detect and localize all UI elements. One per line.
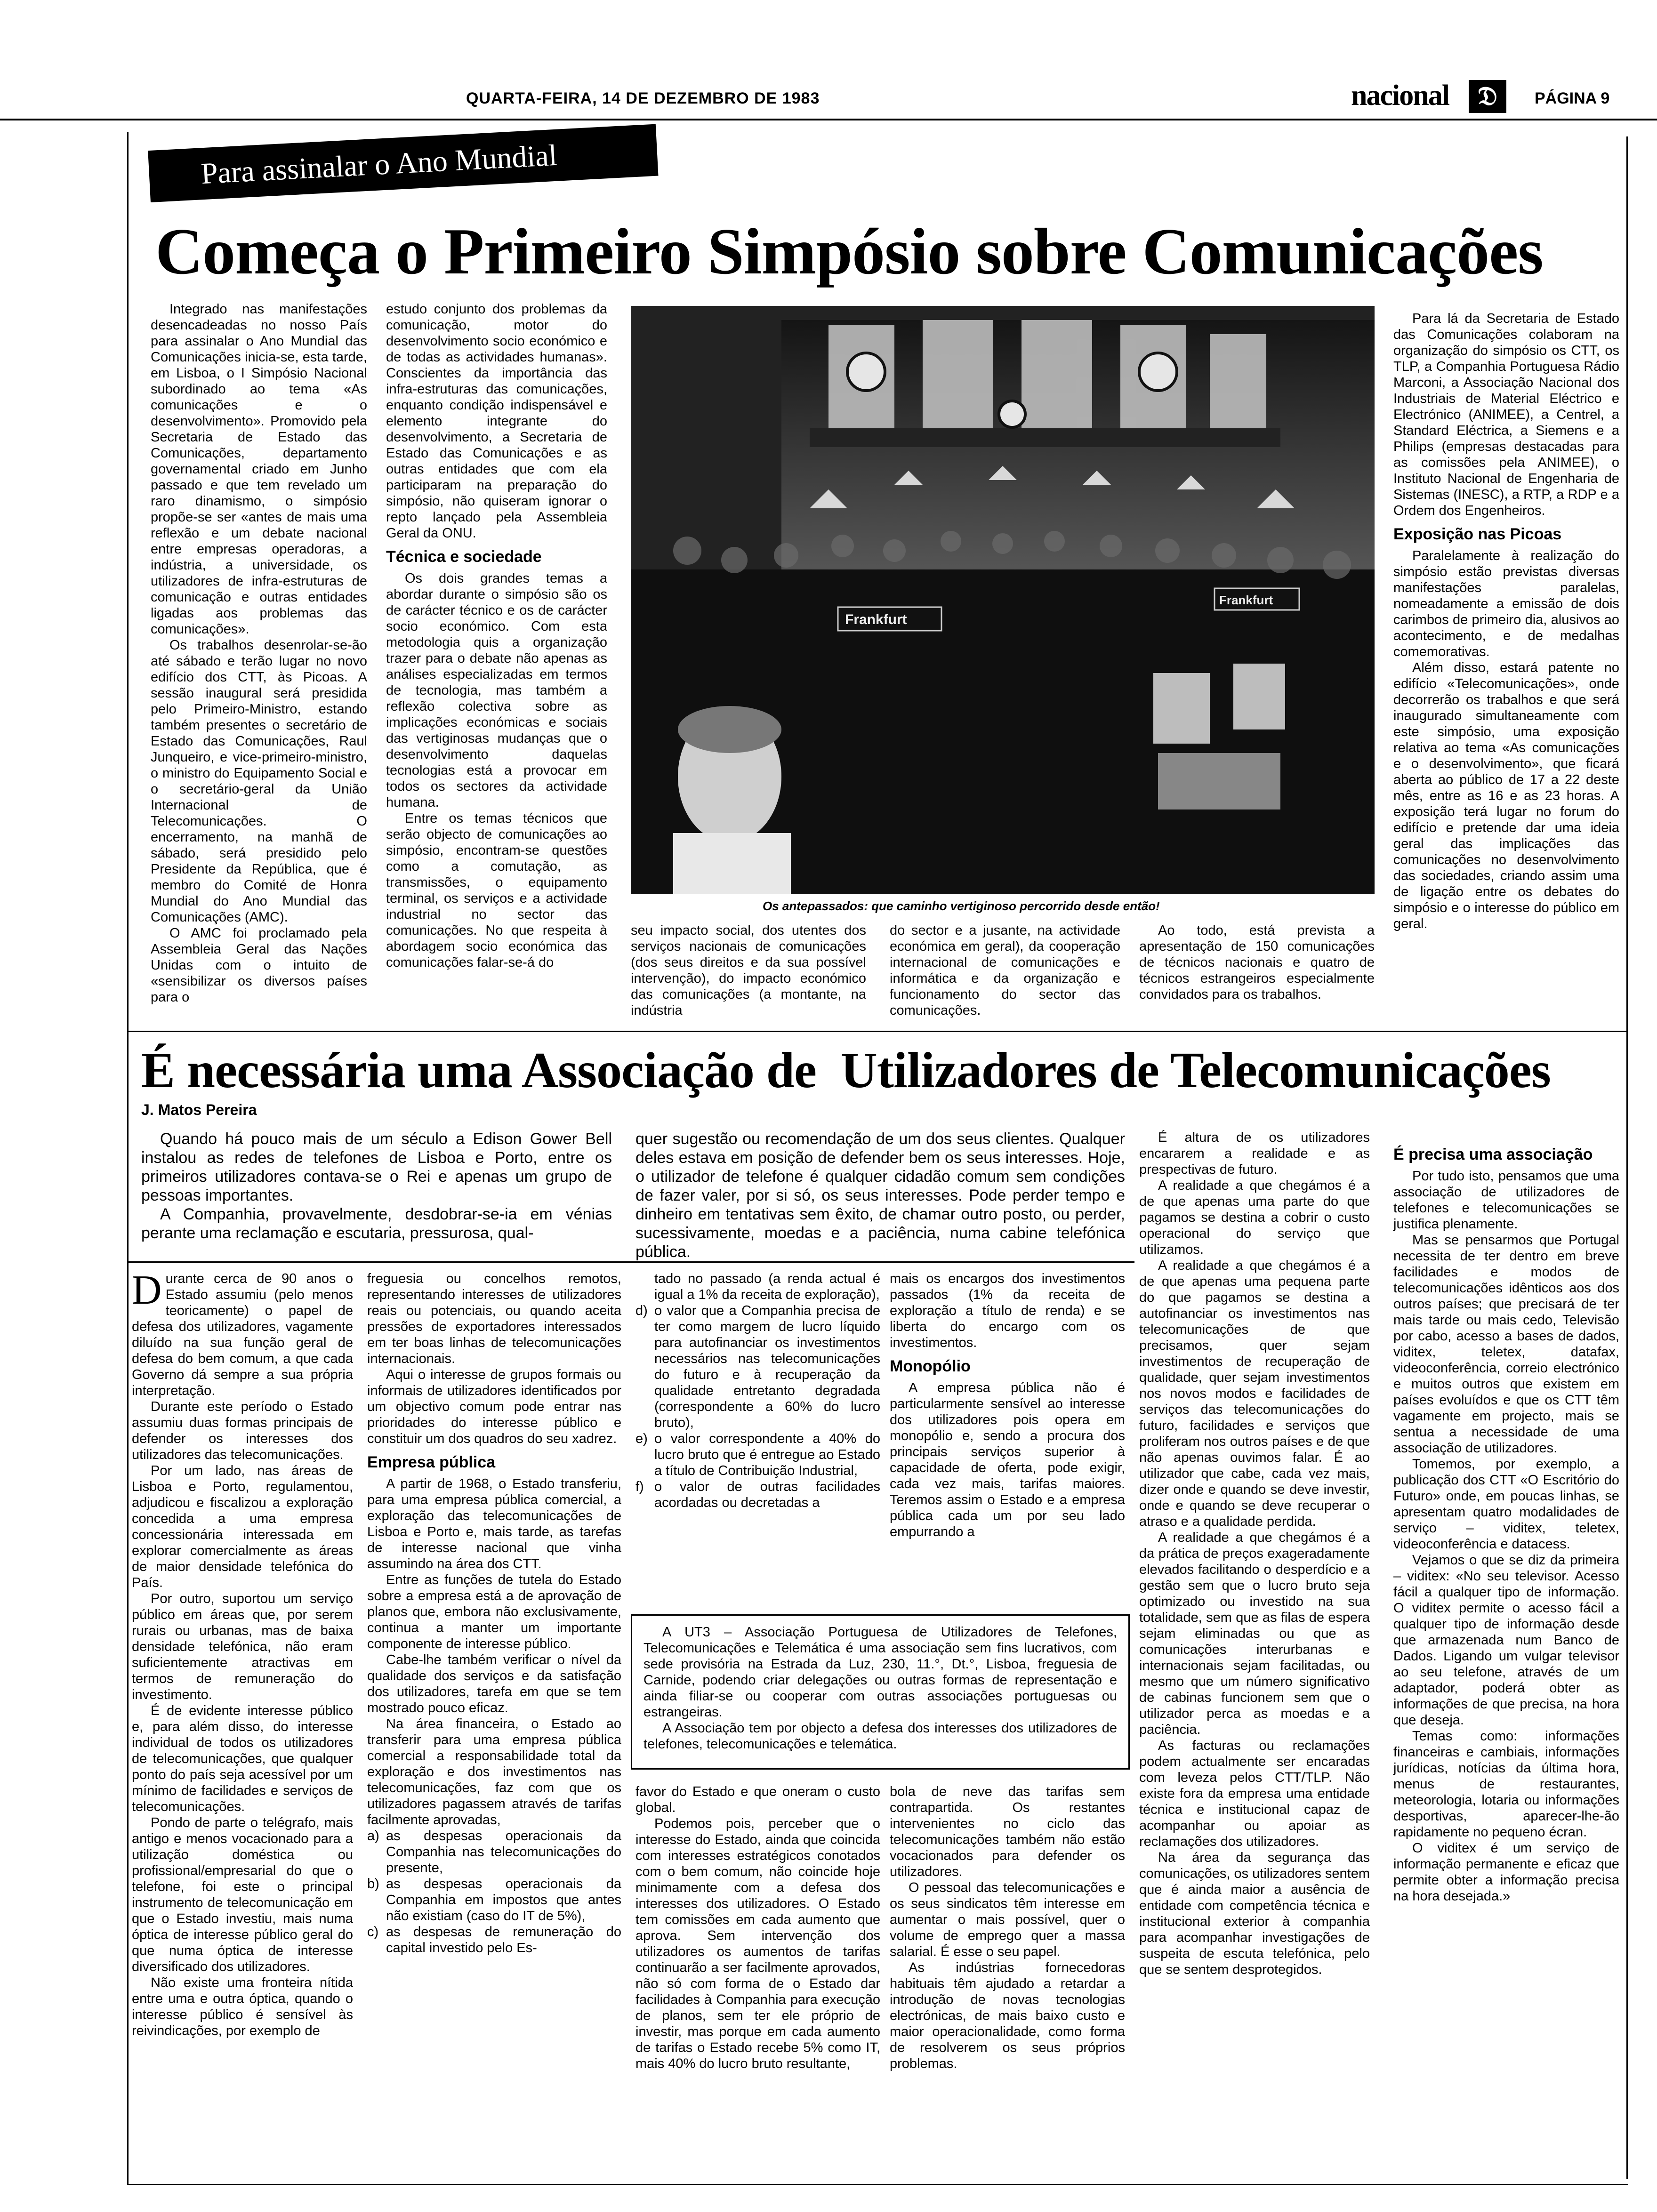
article-1-headline: Começa o Primeiro Simpósio sobre Comunicações	[155, 215, 1543, 288]
header-date: QUARTA-FEIRA, 14 DE DEZEMBRO DE 1983	[466, 89, 820, 107]
kicker-text: Para assinalar o Ano Mundial	[200, 138, 558, 191]
below-photo-column-1	[631, 922, 866, 1018]
article-1-column-1	[151, 301, 367, 1005]
photo-caption: Os antepassados: que caminho vertiginoso percorrido desde então!	[763, 899, 1160, 913]
paragraph: A partir de 1968, o Estado transferiu, para uma empresa pública comercial, a exploração das telecomunicações de Lisboa e Porto e, mais tarde, as tarefas de interesse nacional que vinha assumindo na área dos CTT.	[367, 1476, 621, 1571]
paragraph: A empresa pública não é particularmente sensível ao interesse dos utilizadores pois opera em monopólio e, sendo a procura dos principais serviços superior à capacidade de oferta, pode exigir, cada vez mais, tarifas maiores. Teremos assim o Estado e a empresa pública cada um por seu lado empurrando a	[890, 1380, 1125, 1539]
article-2-column-c-top	[635, 1271, 880, 1511]
kicker-banner	[148, 124, 658, 202]
paragraph: Os dois grandes temas a abordar durante o simpósio são os de carácter técnico e os de carácter socio económico. Com esta metodologia quis a organização trazer para o debate não apenas as análises especializadas em termos de tecnologia, mas também a reflexão colectiva sobre as implicações económicas e sociais das vertiginosas mudanças que o desenvolvimento daquelas tecnologias está a provocar em todos os sectores da actividade humana.	[386, 571, 607, 810]
paragraph: É altura de os utilizadores encararem a realidade e as prespectivas de futuro.	[1139, 1130, 1370, 1177]
subhead-empresa: Empresa pública	[367, 1453, 496, 1471]
paragraph: A UT3 – Associação Portuguesa de Utilizadores de Telefones, Telecomunicações e Telemática é uma associação sem fins lucrativos, com sede provisória na Estrada da Luz, 230, 11.°, Dt.°, Lisboa, freguesia de Carnide, podendo criar delegações ou outras formas de representação e ainda filiar-se ou cooperar com outras associações portuguesas ou estrangeiras.	[643, 1625, 1117, 1720]
list-item: f) o valor de outras facilidades acordadas ou decretadas a	[635, 1479, 880, 1510]
paragraph: Na área da segurança das comunicações, os utilizadores sentem que é ainda maior a ausência de entidade com competência técnica e institucional exterior à companhia para acompanhar investigações de suspeita de escuta telefónica, pelo que se sentem desprotegidos.	[1139, 1850, 1370, 1977]
paragraph: Pondo de parte o telégrafo, mais antigo e menos vocacionado para a utilização doméstica ou profissional/empresarial do que o telefone, foi este o principal instrumento de telecomunicação em que o Estado investiu, mais numa óptica de interesse público geral do que numa óptica de interesse diversificado dos utilizadores.	[132, 1815, 353, 1974]
paragraph: Para lá da Secretaria de Estado das Comunicações colaboram na organização do simpósio os CTT, os TLP, a Companhia Portuguesa Rádio Marconi, a Associação Nacional dos Industriais de Material Eléctrico e Electrónico (ANIMEE), a Centrel, a Standard Eléctrica, a Siemens e a Philips (empresas destacadas para as comissões pela ANIMEE), o Instituto Nacional de Engenharia de Sistemas (INESC), a RTP, a RDP e a Ordem dos Engenheiros.	[1393, 311, 1619, 518]
photo-sign-frankfurt: Frankfurt	[845, 612, 907, 627]
paragraph: Entre as funções de tutela do Estado sobre a empresa está a de aprovação de planos que, embora não exclusivamente, continua a manter um importante componente de interesse público.	[367, 1572, 621, 1651]
newspaper-logo-icon: 𝔇	[1469, 80, 1506, 113]
paragraph: Tomemos, por exemplo, a publicação dos CTT «O Escritório do Futuro» onde, em poucas linhas, se apresentam quatro modalidades de serviço – viditex, teletex, videoconferência e datacess.	[1393, 1457, 1619, 1552]
list-item: b) as despesas operacionais da Companhia em impostos que antes não existiam (caso do IT de 5%),	[367, 1876, 621, 1923]
paragraph: As indústrias fornecedoras habituais têm ajudado a retardar a introdução de novas tecnologias electrónicas, de mais baixo custo e maior operacionalidade, como forma de resolverem os seus próprios problemas.	[890, 1960, 1125, 2071]
paragraph: freguesia ou concelhos remotos, representando interesses de utilizadores reais ou potenciais, ou quando aceita pressões de exportadores interessados em ter boas linhas de telecomunicações internacionais.	[367, 1271, 621, 1366]
paragraph: O viditex é um serviço de informação permanente e eficaz que permite obter a informação precisa na hora desejada.»	[1393, 1841, 1619, 1904]
paragraph: A realidade a que chegámos é a de que apenas uma parte do que pagamos se destina a cobrir o custo operacional do serviço que utilizamos.	[1139, 1178, 1370, 1257]
below-photo-column-2	[890, 922, 1120, 1018]
list-c	[635, 1303, 880, 1511]
intro-rule	[127, 1261, 1134, 1263]
byline: J. Matos Pereira	[141, 1101, 257, 1118]
article-1-photo	[631, 306, 1375, 894]
paragraph: A Companhia, provavelmente, desdobrar-se-ia em vénias perante uma reclamação e escutaria, pressurosa, qual-	[141, 1205, 612, 1242]
list-b	[367, 1828, 621, 1956]
paragraph: Ao todo, está prevista a apresentação de 150 comunicações de técnicos nacionais e quatro de técnicos estrangeiros especialmente convidados para os trabalhos.	[1139, 923, 1375, 1002]
subhead-tecnica: Técnica e sociedade	[386, 548, 542, 566]
paragraph: Vejamos o que se diz da primeira – viditex: «No seu televisor. Acesso fácil a qualquer tipo de informação. O viditex permite o acesso fácil a qualquer tipo de informação desde que armazenada num Banco de Dados. Ligando um vulgar televisor ao seu telefone, através de um adaptador, poderá obter as informações de que precisa, na hora que deseja.	[1393, 1553, 1619, 1728]
article-2	[0, 1031, 1657, 2212]
paragraph: Temas como: informações financeiras e cambiais, informações jurídicas, notícias da última hora, menus de restaurantes, meteorologia, lotaria ou informações desportivas, aparecer-lhe-ão rapidamente no pequeno écran.	[1393, 1729, 1619, 1840]
paragraph: Podemos pois, perceber que o interesse do Estado, ainda que coincida com interesses estratégicos conotados com o bem comum, não coincide hoje minimamente com a defesa dos interesses dos utilizadores. O Estado tem comissões em cada aumento que aprova. Sem intervenção dos utilizadores os aumentos de tarifas continuarão a ser facilmente aprovados, não só com forma de o Estado dar facilidades à Companhia para execução de planos, sem ter ele próprio de investir, mas porque em cada aumento de tarifas o Estado recebe 5% como IT, mais 40% do lucro bruto resultante,	[635, 1816, 880, 2071]
article-2-column-e	[1139, 1130, 1370, 1978]
article-2-column-b	[367, 1271, 621, 1956]
paragraph: Cabe-lhe também verificar o nível da qualidade dos serviços e da satisfação dos utilizadores, tarefa em que se tem mostrado pouco eficaz.	[367, 1652, 621, 1715]
intro-left	[141, 1130, 612, 1242]
list-item: d) o valor que a Companhia precisa de ter como margem de lucro líquido para autofinanciar os investimentos necessários nas telecomunicações do futuro e à recuperação da qualidade entretanto degradada (correspondente a 60% do lucro bruto),	[635, 1303, 880, 1430]
paragraph: Na área financeira, o Estado ao transferir para uma empresa pública comercial a responsabilidade total da exploração e dos investimentos nas telecomunicações, faz com que os utilizadores pagassem através de tarifas facilmente aprovadas,	[367, 1716, 621, 1827]
article-2-headline: É necessária uma Associação de Utilizadores de Telecomunicações	[141, 1042, 1551, 1098]
paragraph-with-dropcap: Durante cerca de 90 anos o Estado assumiu (pelo menos teoricamente) o papel de defesa dos utilizadores, vagamente diluído na sua função geral de defesa do bem comum, a que cada Governo dá sempre a sua própria interpretação.	[132, 1267, 353, 1398]
header-section: nacional	[1351, 80, 1449, 112]
article-2-column-d-bottom	[890, 1784, 1125, 2072]
paragraph: seu impacto social, dos utentes dos serviços nacionais de comunicações (dos seus direitos e da sua possível intervenção), do impacto económico das comunicações (a montante, na indústria	[631, 923, 866, 1018]
list-item: c) as despesas de remuneração do capital investido pelo Es-	[367, 1924, 621, 1956]
paragraph: bola de neve das tarifas sem contrapartida. Os restantes intervenientes no ciclo das telecomunicações também não estão vocacionados para defender os utilizadores.	[890, 1784, 1125, 1879]
subhead-precisa: É precisa uma associação	[1393, 1146, 1593, 1163]
paragraph: A realidade a que chegámos é a da prática de preços exageradamente elevados facilitando o desperdício e a gestão sem que o lucro bruto seja optimizado ou investido na sua totalidade, sem que as filas de espera sejam eliminadas ou que as comunicações interurbanas e internacionais sejam facilitadas, ou mesmo que um número significativo de cabinas funcionem sem que o utilizador perca as moedas e a paciência.	[1139, 1530, 1370, 1737]
paragraph: O pessoal das telecomunicações e os seus sindicatos têm interesse em aumentar o mais possível, quer o volume de emprego quer a massa salarial. É esse o seu papel.	[890, 1880, 1125, 1959]
below-photo-column-3	[1139, 922, 1375, 1002]
paragraph: Os trabalhos desenrolar-se-ão até sábado e terão lugar no novo edifício dos CTT, às Picoas. A sessão inaugural será presidida pelo Primeiro-Ministro, estando também presentes o secretário de Estado das Comunicações, Raul Junqueiro, e vice-primeiro-ministro, o ministro do Equipamento Social e o secretário-geral da União Internacional de Telecomunicações. O encerramento, na manhã de sábado, será presidido pelo Presidente da República, que é membro do Comité de Honra Mundial do Ano Mundial das Comunicações (AMC).	[151, 638, 367, 925]
article-1-column-2	[386, 301, 607, 970]
paragraph: Integrado nas manifestações desencadeadas no nosso País para assinalar o Ano Mundial das Comunicações inicia-se, esta tarde, em Lisboa, o I Simpósio Nacional subordinado ao tema «As comunicações e o desenvolvimento». Promovido pela Secretaria de Estado das Comunicações, departamento governamental criado em Junho passado e que tem revelado um raro dinamismo, o simpósio propõe-se ser «antes de mais uma reflexão e um debate nacional entre empresas operadoras, a indústria, a universidade, os utilizadores de infra-estruturas de comunicação e outras entidades ligadas aos problemas das comunicações».	[151, 302, 367, 637]
photo-sign-frankfurt-2: Frankfurt	[1219, 593, 1273, 607]
article-2-column-a	[132, 1267, 353, 2039]
article-1	[0, 0, 1657, 1045]
paragraph: As facturas ou reclamações podem actualmente ser encaradas com leveza pelos CTT/TLP. Não existe fora da empresa uma entidade técnica e institucional capaz de acompanhar ou apoiar as reclamações dos utilizadores.	[1139, 1738, 1370, 1849]
paragraph: tado no passado (a renda actual é igual a 1% da receita de exploração),	[654, 1271, 880, 1302]
paragraph: Paralelamente à realização do simpósio estão previstas diversas manifestações paralelas, nomeadamente a emissão de dois carimbos de primeiro dia, alusivos ao acontecimento, e de medalhas comemorativas.	[1393, 548, 1619, 659]
paragraph: do sector e a jusante, na actividade económica em geral), da cooperação internacional de comunicações e informática e da organização e funcionamento do sector das comunicações.	[890, 923, 1120, 1018]
paragraph: O AMC foi proclamado pela Assembleia Geral das Nações Unidas com o intuito de «sensibilizar os diversos países para o	[151, 926, 367, 1005]
article-1-column-5	[1393, 311, 1619, 932]
list-item: a) as despesas operacionais da Companhia nas telecomunicações do presente,	[367, 1828, 621, 1875]
paragraph: Não existe uma fronteira nítida entre uma e outra óptica, quando o interesse público é sensível às reivindicações, por exemplo de	[132, 1975, 353, 2038]
article-2-column-f	[1393, 1130, 1619, 1904]
paragraph: Quando há pouco mais de um século a Edison Gower Bell instalou as redes de telefones de Lisboa e Porto, entre os primeiros utilizadores contava-se o Rei e apenas um grupo de pessoas importantes.	[141, 1130, 612, 1204]
paragraph: A Associação tem por objecto a defesa dos interesses dos utilizadores de telefones, telecomunicações e telemática.	[643, 1721, 1117, 1752]
article-2-column-d-top	[890, 1271, 1125, 1540]
paragraph: É de evidente interesse público e, para além disso, do interesse individual de todos os utilizadores de telecomunicações, que qualquer ponto do país seja acessível por um mínimo de facilidades e serviços de telecomunicações.	[132, 1703, 353, 1814]
paragraph: favor do Estado e que oneram o custo global.	[635, 1784, 880, 1815]
intro-right	[635, 1130, 1125, 1261]
paragraph: Por tudo isto, pensamos que uma associação de utilizadores de telefones e telecomunicações se justifica plenamente.	[1393, 1169, 1619, 1232]
subhead-monopolio: Monopólio	[890, 1357, 971, 1375]
article-2-column-c-bottom	[635, 1784, 880, 2072]
paragraph: Além disso, estará patente no edifício «Telecomunicações», onde decorrerão os trabalhos e que será inaugurado simultaneamente com este simpósio, uma exposição relativa ao tema «As comunicações e o desenvolvimento», que ficará aberta ao público de 17 a 22 deste mês, entre as 16 e as 23 horas. A exposição terá lugar no forum do edifício e pretende dar uma ideia geral das implicações das comunicações no desenvolvimento das sociedades, criando assim uma de ligação entre os debates do simpósio e o interesse do público em geral.	[1393, 660, 1619, 931]
paragraph: Entre os temas técnicos que serão objecto de comunicações ao simpósio, encontram-se questões como a comutação, as transmissões, o equipamento terminal, os serviços e a actividade industrial no sector das comunicações. No que respeita à abordagem socio económica das comunicações falar-se-á do	[386, 811, 607, 970]
dropcap: D	[132, 1267, 162, 1313]
ut3-info-box	[631, 1614, 1130, 1770]
paragraph: Mas se pensarmos que Portugal necessita de ter dentro em breve facilidades e modos de telecomunicações idênticos aos dos outros países; que precisará de ter mais tarde ou mais cedo, Televisão por cabo, acesso a bases de dados, viditex, teletex, datafax, videoconferência, correio electrónico e muitos outros que existem em países evoluídos e que os CTT têm vagamente em projecto, mais se sentua a necessidade de uma associação de utilizadores.	[1393, 1233, 1619, 1456]
header-page-number: PÁGINA 9	[1535, 89, 1610, 107]
paragraph: estudo conjunto dos problemas da comunicação, motor do desenvolvimento socio económico e de todas as actividades humanas». Conscientes da importância das infra-estruturas das comunicações, enquanto condição indispensável e elemento integrante do desenvolvimento, a Secretaria de Estado das Comunicações e as outras entidades que com ela participaram na preparação do simpósio, não quiseram ignorar o repto lançado pela Assembleia Geral da ONU.	[386, 302, 607, 541]
paragraph: Por outro, suportou um serviço público em áreas que, por serem rurais ou urbanas, mas de baixa densidade telefónica, não eram suficientemente atractivas em termos de remuneração do investimento.	[132, 1591, 353, 1702]
list-item: e) o valor correspondente a 40% do lucro bruto que é entregue ao Estado a título de Contribuição Industrial,	[635, 1431, 880, 1478]
paragraph: A realidade a que chegámos é a de que apenas uma pequena parte do que pagamos se destina a autofinanciar os investimentos nas telecomunicações de que precisamos, quer sejam investimentos de recuperação de qualidade, quer sejam investimentos nos novos modos e facilidades de serviços das telecomunicações do futuro, facilidades e serviços que proliferam nos outros países e de que não apenas ouvimos falar. É ao utilizador que cabe, cada vez mais, dizer onde e quando se deve investir, onde e quando se deve recuperar o atraso e a qualidade perdida.	[1139, 1258, 1370, 1529]
bottom-rule	[127, 2184, 1628, 2185]
paragraph: quer sugestão ou recomendação de um dos seus clientes. Qualquer deles estava em posição de defender bem os seus interesses. Hoje, o utilizador de telefone é qualquer cidadão comum sem condições de fazer valer, por si só, os seus interesses. Pode perder tempo e dinheiro em tentativas sem êxito, de chamar outro posto, ou perder, sucessivamente, moedas e a paciência, numa cabine telefónica pública.	[635, 1130, 1125, 1261]
paragraph: Aqui o interesse de grupos formais ou informais de utilizadores identificados por um objectivo comum pode entrar nas prioridades do interesse público e constituir um dos quadros do seu xadrez.	[367, 1367, 621, 1446]
paragraph: mais os encargos dos investimentos passados (1% da receita de exploração a título de renda) e se liberta do encargo com os investimentos.	[890, 1271, 1125, 1350]
paragraph: Durante este período o Estado assumiu duas formas principais de defender os interesses dos utilizadores das telecomunicações.	[132, 1399, 353, 1462]
subhead-exposicao: Exposição nas Picoas	[1393, 525, 1562, 543]
paragraph: Por um lado, nas áreas de Lisboa e Porto, regulamentou, adjudicou e fiscalizou a exploração concedida a uma empresa concessionária interessada em explorar comercialmente as áreas de maior densidade telefónica do País.	[132, 1463, 353, 1590]
